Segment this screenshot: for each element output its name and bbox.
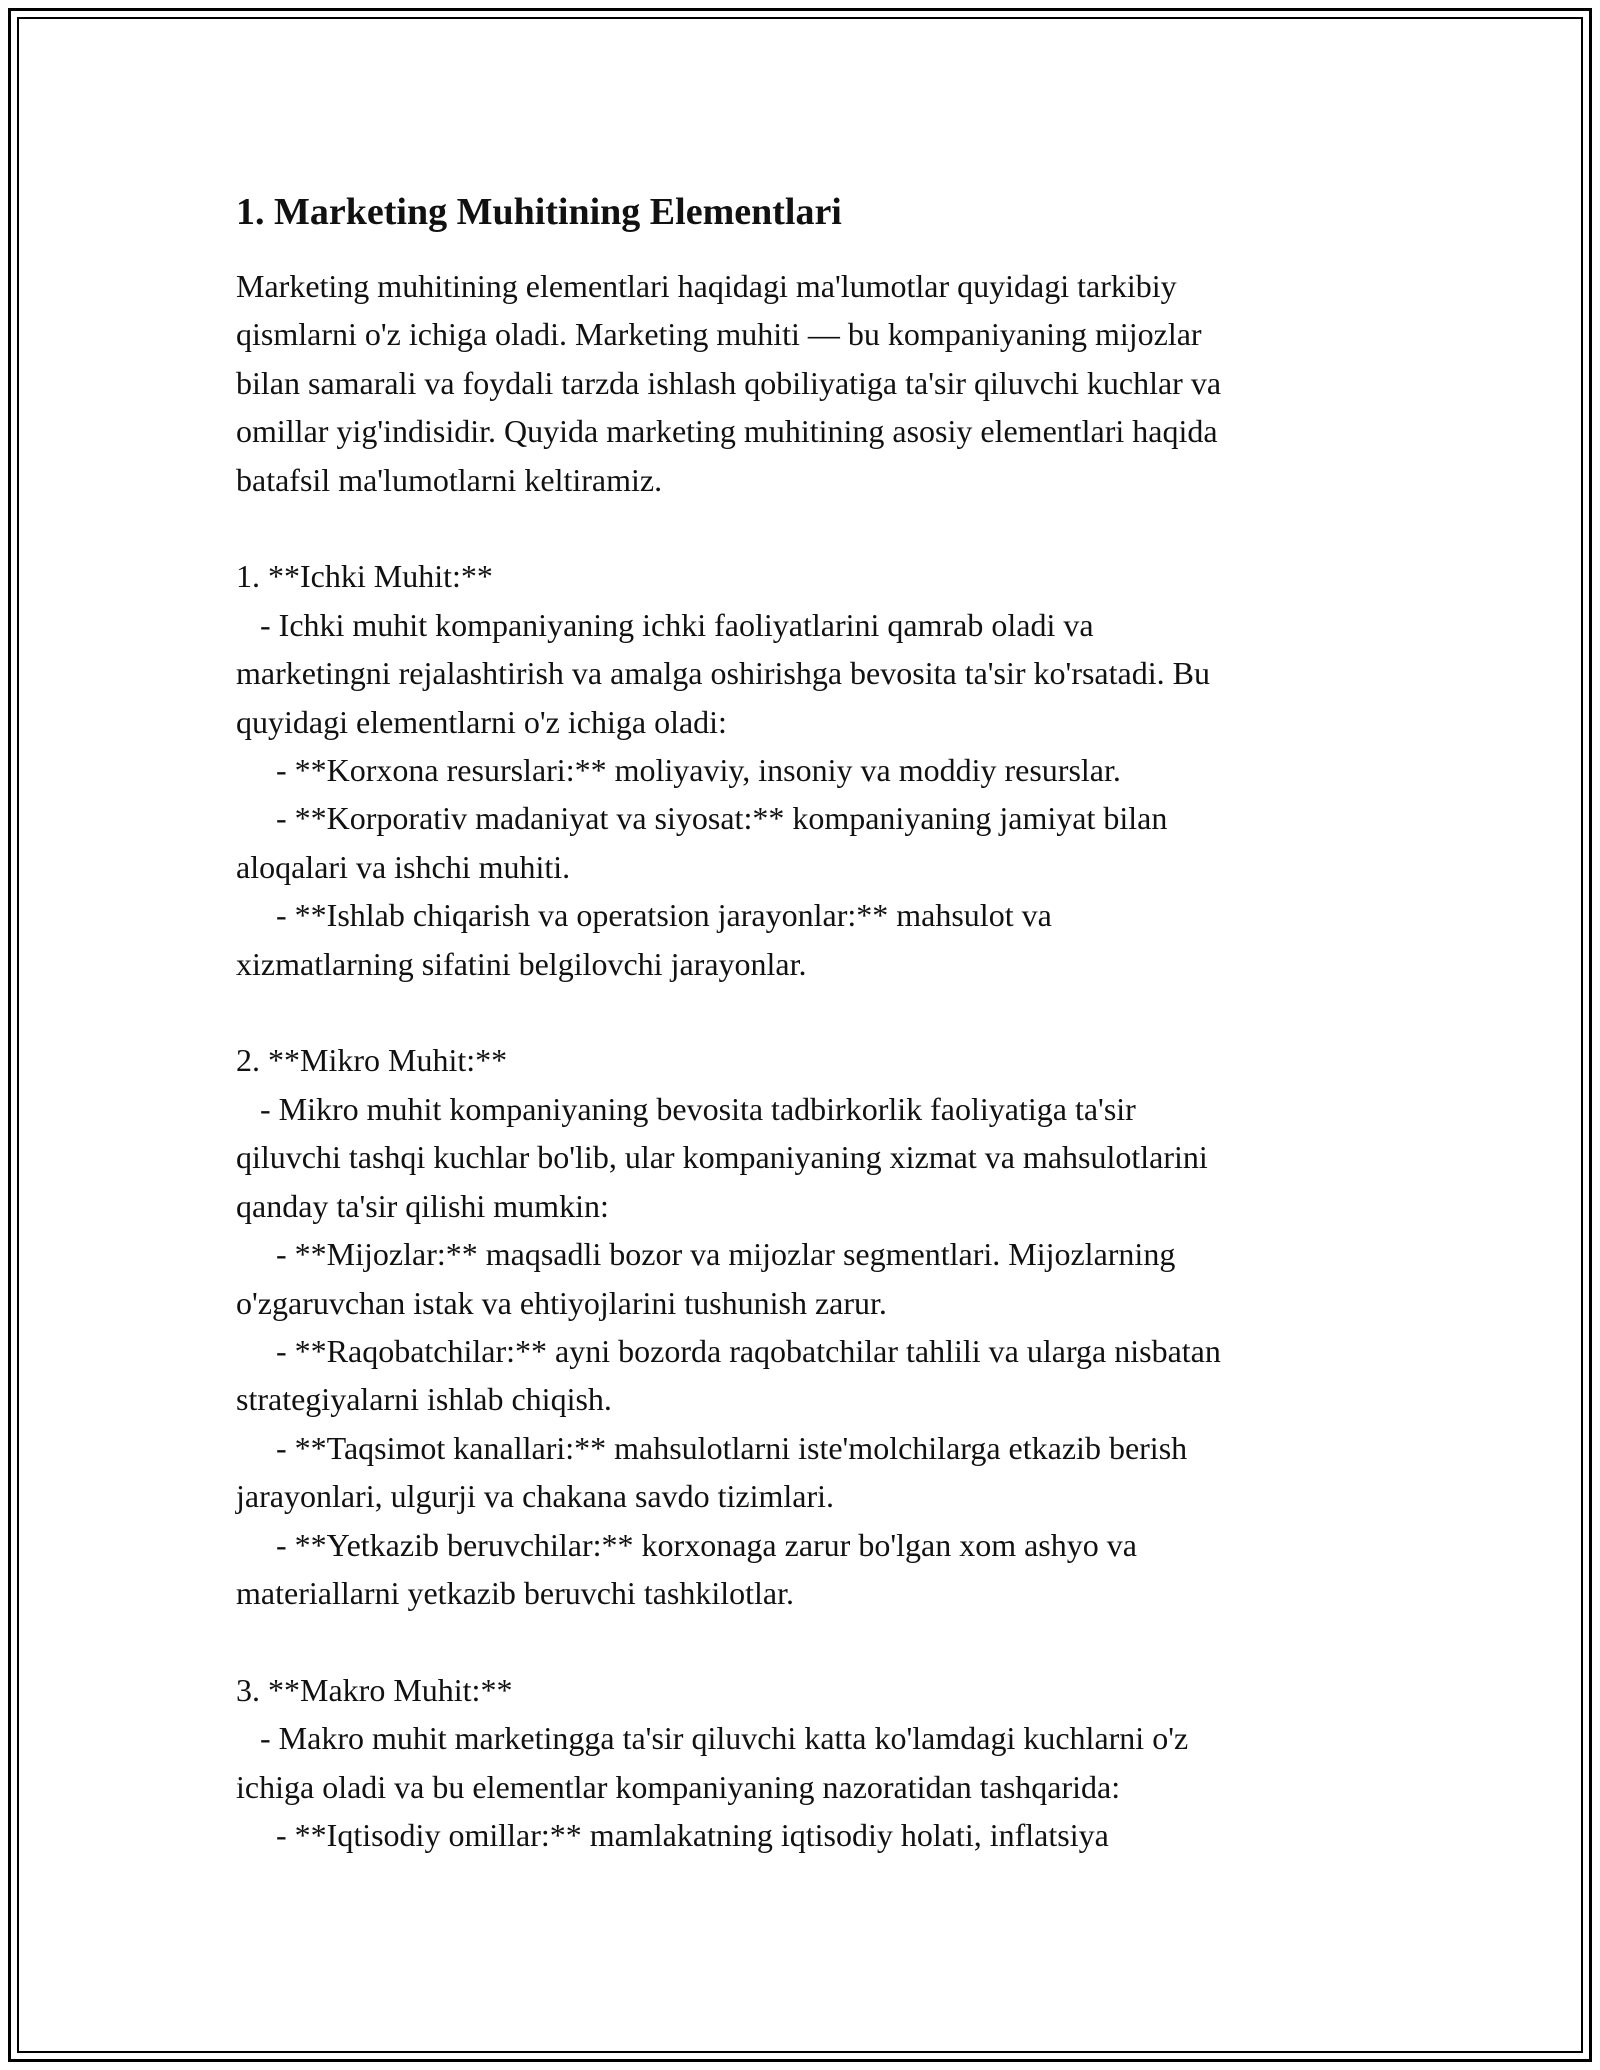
text-line: Marketing muhitining elementlari haqidagi ma'lumotlar quyidagi tarkibiy [236, 268, 1177, 304]
text-line: - Mikro muhit kompaniyaning bevosita tadbirkorlik faoliyatiga ta'sir [236, 1090, 1136, 1127]
text-line: ichiga oladi va bu elementlar kompaniyaning nazoratidan tashqarida: [236, 1768, 1121, 1805]
text-line [236, 504, 1376, 552]
document-body [236, 186, 1376, 1859]
text-line: bilan samarali va foydali tarzda ishlash qobiliyatiga ta'sir qiluvchi kuchlar va [236, 364, 1222, 401]
text-line: materiallarni yetkazib beruvchi tashkilotlar. [236, 1574, 795, 1611]
text-line: - **Yetkazib beruvchilar:** korxonaga zarur bo'lgan xom ashyo va [236, 1526, 1137, 1563]
text-line [236, 1617, 1376, 1665]
text-line: - **Ishlab chiqarish va operatsion jarayonlar:** mahsulot va [236, 897, 1052, 934]
text-line: o'zgaruvchan istak va ehtiyojlarini tushunish zarur. [236, 1284, 887, 1321]
text-line: 2. **Mikro Muhit:** [236, 1042, 508, 1079]
text-line: - **Korporativ madaniyat va siyosat:** kompaniyaning jamiyat bilan [236, 800, 1168, 837]
text-line: - **Taqsimot kanallari:** mahsulotlarni iste'molchilarga etkazib berish [236, 1429, 1188, 1466]
text-line: - Ichki muhit kompaniyaning ichki faoliyatlarini qamrab oladi va [236, 606, 1094, 643]
text-line: 3. **Makro Muhit:** [236, 1671, 513, 1708]
text-line: strategiyalarni ishlab chiqish. [236, 1381, 612, 1418]
text-line [236, 988, 1376, 1036]
text-line: batafsil ma'lumotlarni keltiramiz. [236, 461, 663, 498]
text-line: jarayonlari, ulgurji va chakana savdo tizimlari. [236, 1478, 834, 1515]
text-line: aloqalari va ishchi muhiti. [236, 848, 571, 885]
text-line: xizmatlarning sifatini belgilovchi jarayonlar. [236, 945, 807, 982]
document-title: 1. Marketing Muhitining Elementlari [236, 191, 842, 233]
text-line: qanday ta'sir qilishi mumkin: [236, 1187, 609, 1224]
text-line: - **Iqtisodiy omillar:** mamlakatning iqtisodiy holati, inflatsiya [236, 1816, 1109, 1853]
text-line: marketingni rejalashtirish va amalga oshirishga bevosita ta'sir ko'rsatadi. Bu [236, 655, 1210, 692]
text-line: 1. **Ichki Muhit:** [236, 558, 493, 595]
text-line: omillar yig'indisidir. Quyida marketing muhitining asosiy elementlari haqida [236, 413, 1218, 450]
text-line: quyidagi elementlarni o'z ichiga oladi: [236, 703, 727, 740]
text-line: qismlarni o'z ichiga oladi. Marketing muhiti — bu kompaniyaning mijozlar [236, 316, 1202, 353]
document-text [236, 262, 1376, 1859]
text-line: - **Korxona resurslari:** moliyaviy, insoniy va moddiy resurslar. [236, 752, 1121, 789]
text-line: - **Raqobatchilar:** ayni bozorda raqobatchilar tahlili va ularga nisbatan [236, 1332, 1221, 1369]
text-line: - **Mijozlar:** maqsadli bozor va mijozlar segmentlari. Mijozlarning [236, 1236, 1176, 1273]
text-line: - Makro muhit marketingga ta'sir qiluvchi katta ko'lamdagi kuchlarni o'z [236, 1720, 1189, 1757]
text-line: qiluvchi tashqi kuchlar bo'lib, ular kompaniyaning xizmat va mahsulotlarini [236, 1139, 1208, 1176]
